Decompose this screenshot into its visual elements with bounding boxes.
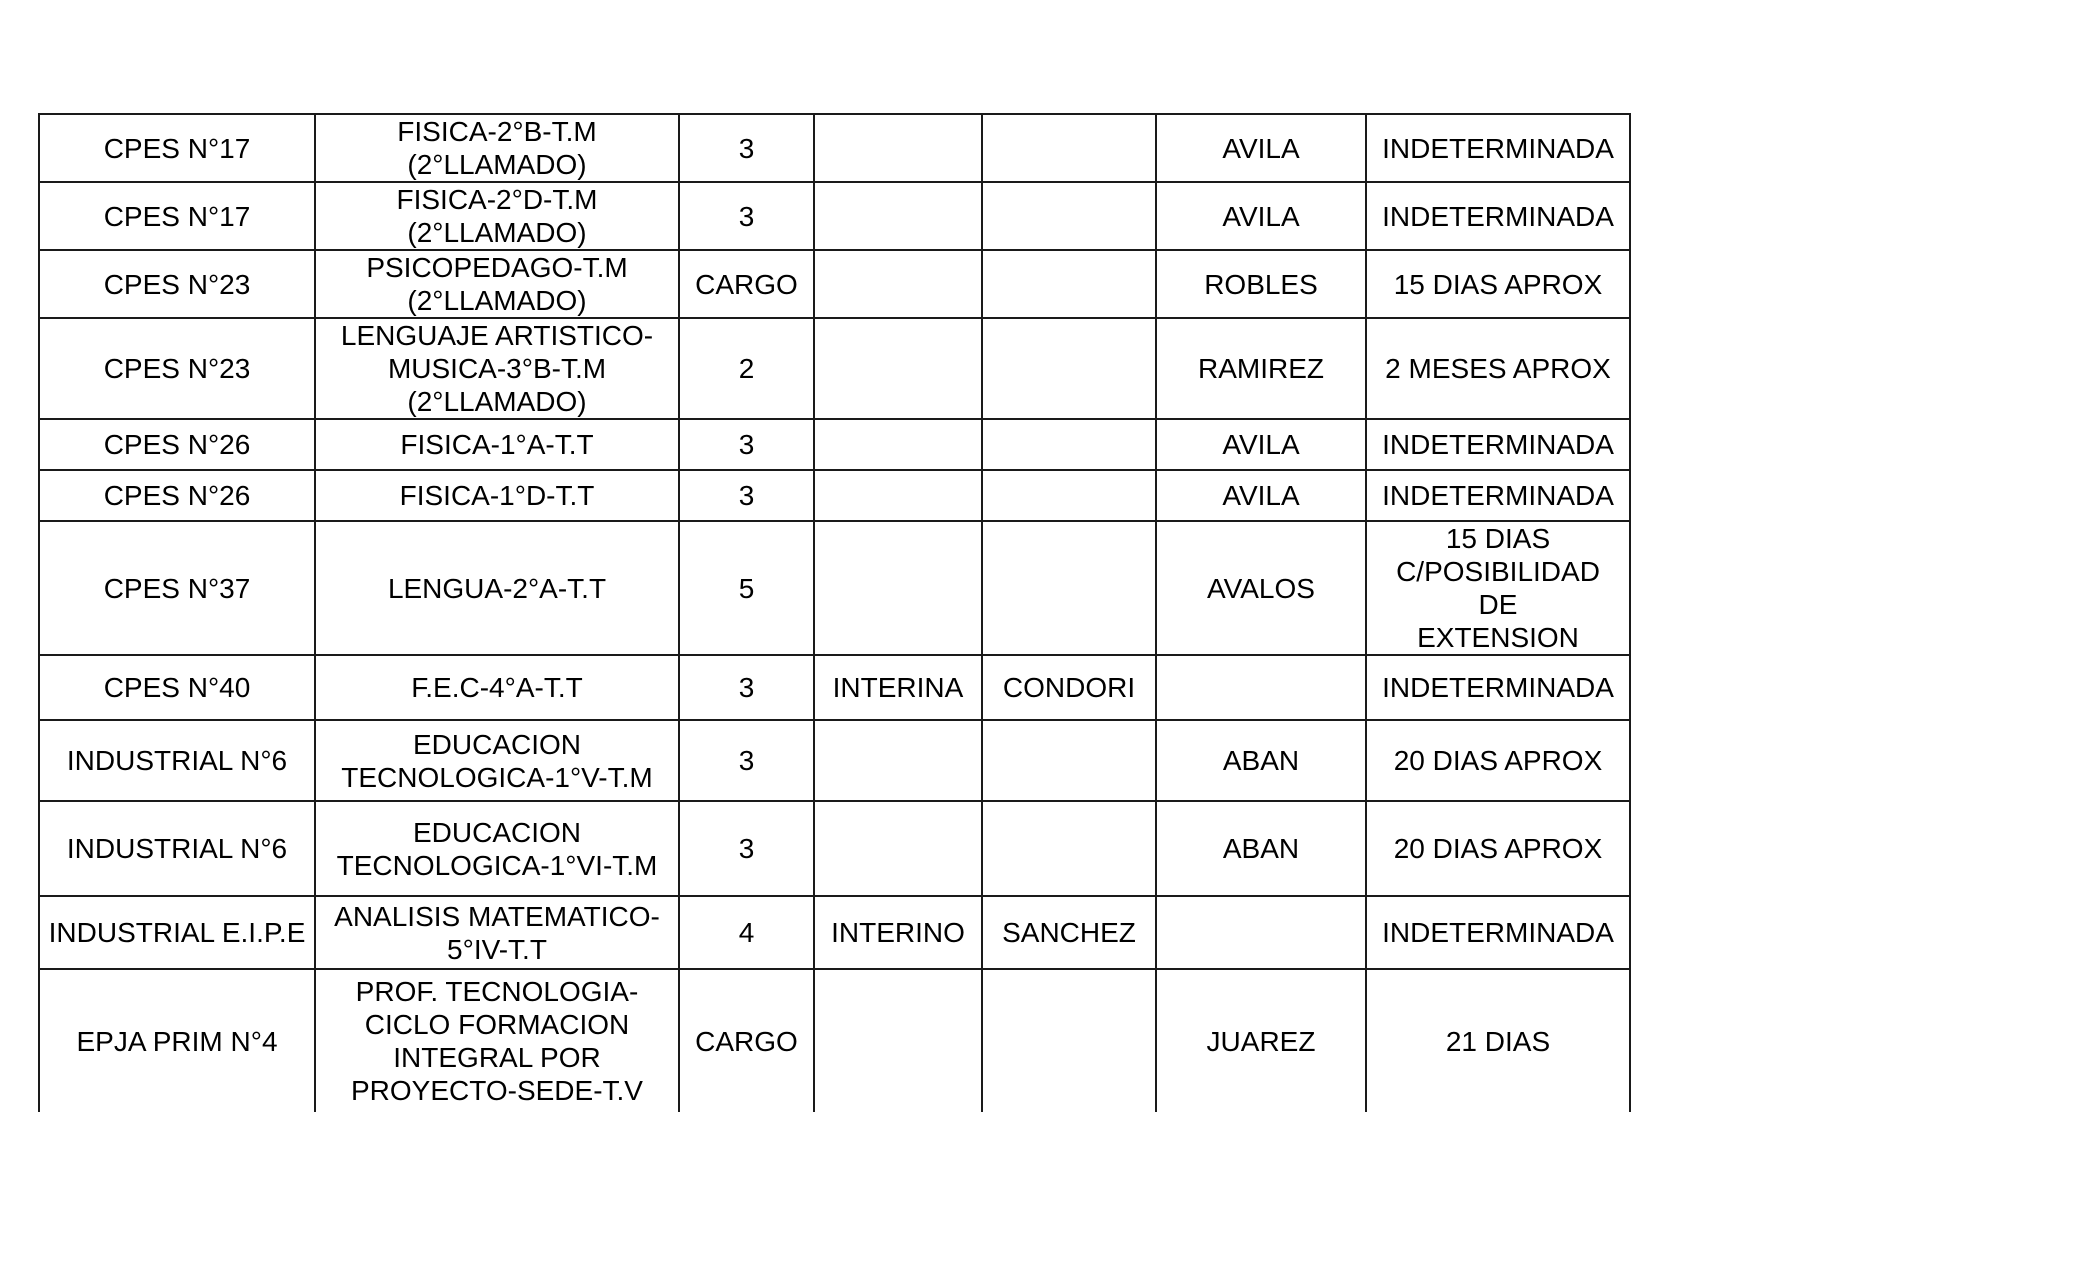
school-cell: INDUSTRIAL N°6 xyxy=(39,801,315,896)
table-row xyxy=(39,521,1630,655)
school-cell: INDUSTRIAL E.I.P.E xyxy=(39,896,315,969)
hours-cell: CARGO xyxy=(679,969,814,1112)
replaced-cell: ROBLES xyxy=(1156,250,1366,318)
subject-cell: F.E.C-4°A-T.T xyxy=(315,655,679,720)
school-cell: CPES N°26 xyxy=(39,470,315,521)
hours-cell: 3 xyxy=(679,470,814,521)
table-row xyxy=(39,318,1630,419)
table-row xyxy=(39,419,1630,470)
replaced-cell xyxy=(1156,655,1366,720)
hours-cell: 3 xyxy=(679,720,814,801)
status-cell xyxy=(814,470,982,521)
subject-cell: EDUCACION TECNOLOGICA-1°VI-T.M xyxy=(315,801,679,896)
holder-cell xyxy=(982,720,1156,801)
status-cell xyxy=(814,419,982,470)
holder-cell xyxy=(982,419,1156,470)
table-row xyxy=(39,801,1630,896)
vacancy-table xyxy=(38,113,1631,1112)
replaced-cell: AVILA xyxy=(1156,114,1366,182)
holder-cell xyxy=(982,470,1156,521)
duration-cell: INDETERMINADA xyxy=(1366,655,1630,720)
status-cell: INTERINO xyxy=(814,896,982,969)
status-cell xyxy=(814,801,982,896)
replaced-cell: RAMIREZ xyxy=(1156,318,1366,419)
hours-cell: 2 xyxy=(679,318,814,419)
table-row xyxy=(39,182,1630,250)
table-row xyxy=(39,470,1630,521)
replaced-cell xyxy=(1156,896,1366,969)
hours-cell: CARGO xyxy=(679,250,814,318)
status-cell xyxy=(814,318,982,419)
table-row xyxy=(39,896,1630,969)
duration-cell: 2 MESES APROX xyxy=(1366,318,1630,419)
holder-cell xyxy=(982,114,1156,182)
duration-cell: 20 DIAS APROX xyxy=(1366,720,1630,801)
holder-cell: SANCHEZ xyxy=(982,896,1156,969)
replaced-cell: AVILA xyxy=(1156,470,1366,521)
holder-cell xyxy=(982,969,1156,1112)
subject-cell: FISICA-1°A-T.T xyxy=(315,419,679,470)
table-row xyxy=(39,969,1630,1112)
subject-cell: LENGUAJE ARTISTICO- MUSICA-3°B-T.M (2°LLAMADO) xyxy=(315,318,679,419)
holder-cell xyxy=(982,801,1156,896)
status-cell xyxy=(814,969,982,1112)
school-cell: CPES N°37 xyxy=(39,521,315,655)
duration-cell: 15 DIAS C/POSIBILIDAD DE EXTENSION xyxy=(1366,521,1630,655)
replaced-cell: AVALOS xyxy=(1156,521,1366,655)
school-cell: INDUSTRIAL N°6 xyxy=(39,720,315,801)
subject-cell: FISICA-2°B-T.M (2°LLAMADO) xyxy=(315,114,679,182)
subject-cell: LENGUA-2°A-T.T xyxy=(315,521,679,655)
hours-cell: 3 xyxy=(679,655,814,720)
duration-cell: INDETERMINADA xyxy=(1366,896,1630,969)
holder-cell xyxy=(982,521,1156,655)
holder-cell: CONDORI xyxy=(982,655,1156,720)
hours-cell: 3 xyxy=(679,801,814,896)
subject-cell: PROF. TECNOLOGIA- CICLO FORMACION INTEGRAL POR PROYECTO-SEDE-T.V xyxy=(315,969,679,1112)
table-row xyxy=(39,720,1630,801)
status-cell xyxy=(814,720,982,801)
status-cell xyxy=(814,182,982,250)
replaced-cell: AVILA xyxy=(1156,419,1366,470)
status-cell xyxy=(814,521,982,655)
school-cell: CPES N°23 xyxy=(39,250,315,318)
subject-cell: FISICA-2°D-T.M (2°LLAMADO) xyxy=(315,182,679,250)
table-row xyxy=(39,250,1630,318)
subject-cell: FISICA-1°D-T.T xyxy=(315,470,679,521)
duration-cell: INDETERMINADA xyxy=(1366,114,1630,182)
hours-cell: 5 xyxy=(679,521,814,655)
subject-cell: ANALISIS MATEMATICO- 5°IV-T.T xyxy=(315,896,679,969)
duration-cell: INDETERMINADA xyxy=(1366,470,1630,521)
school-cell: EPJA PRIM N°4 xyxy=(39,969,315,1112)
status-cell: INTERINA xyxy=(814,655,982,720)
table-row xyxy=(39,655,1630,720)
replaced-cell: AVILA xyxy=(1156,182,1366,250)
school-cell: CPES N°40 xyxy=(39,655,315,720)
subject-cell: PSICOPEDAGO-T.M (2°LLAMADO) xyxy=(315,250,679,318)
status-cell xyxy=(814,114,982,182)
duration-cell: 21 DIAS xyxy=(1366,969,1630,1112)
status-cell xyxy=(814,250,982,318)
duration-cell: 20 DIAS APROX xyxy=(1366,801,1630,896)
duration-cell: INDETERMINADA xyxy=(1366,419,1630,470)
replaced-cell: ABAN xyxy=(1156,801,1366,896)
hours-cell: 4 xyxy=(679,896,814,969)
holder-cell xyxy=(982,318,1156,419)
duration-cell: INDETERMINADA xyxy=(1366,182,1630,250)
hours-cell: 3 xyxy=(679,182,814,250)
school-cell: CPES N°17 xyxy=(39,182,315,250)
hours-cell: 3 xyxy=(679,419,814,470)
replaced-cell: ABAN xyxy=(1156,720,1366,801)
school-cell: CPES N°17 xyxy=(39,114,315,182)
subject-cell: EDUCACION TECNOLOGICA-1°V-T.M xyxy=(315,720,679,801)
vacancy-table-body xyxy=(39,114,1630,1112)
table-row xyxy=(39,114,1630,182)
duration-cell: 15 DIAS APROX xyxy=(1366,250,1630,318)
holder-cell xyxy=(982,182,1156,250)
school-cell: CPES N°23 xyxy=(39,318,315,419)
school-cell: CPES N°26 xyxy=(39,419,315,470)
replaced-cell: JUAREZ xyxy=(1156,969,1366,1112)
hours-cell: 3 xyxy=(679,114,814,182)
holder-cell xyxy=(982,250,1156,318)
